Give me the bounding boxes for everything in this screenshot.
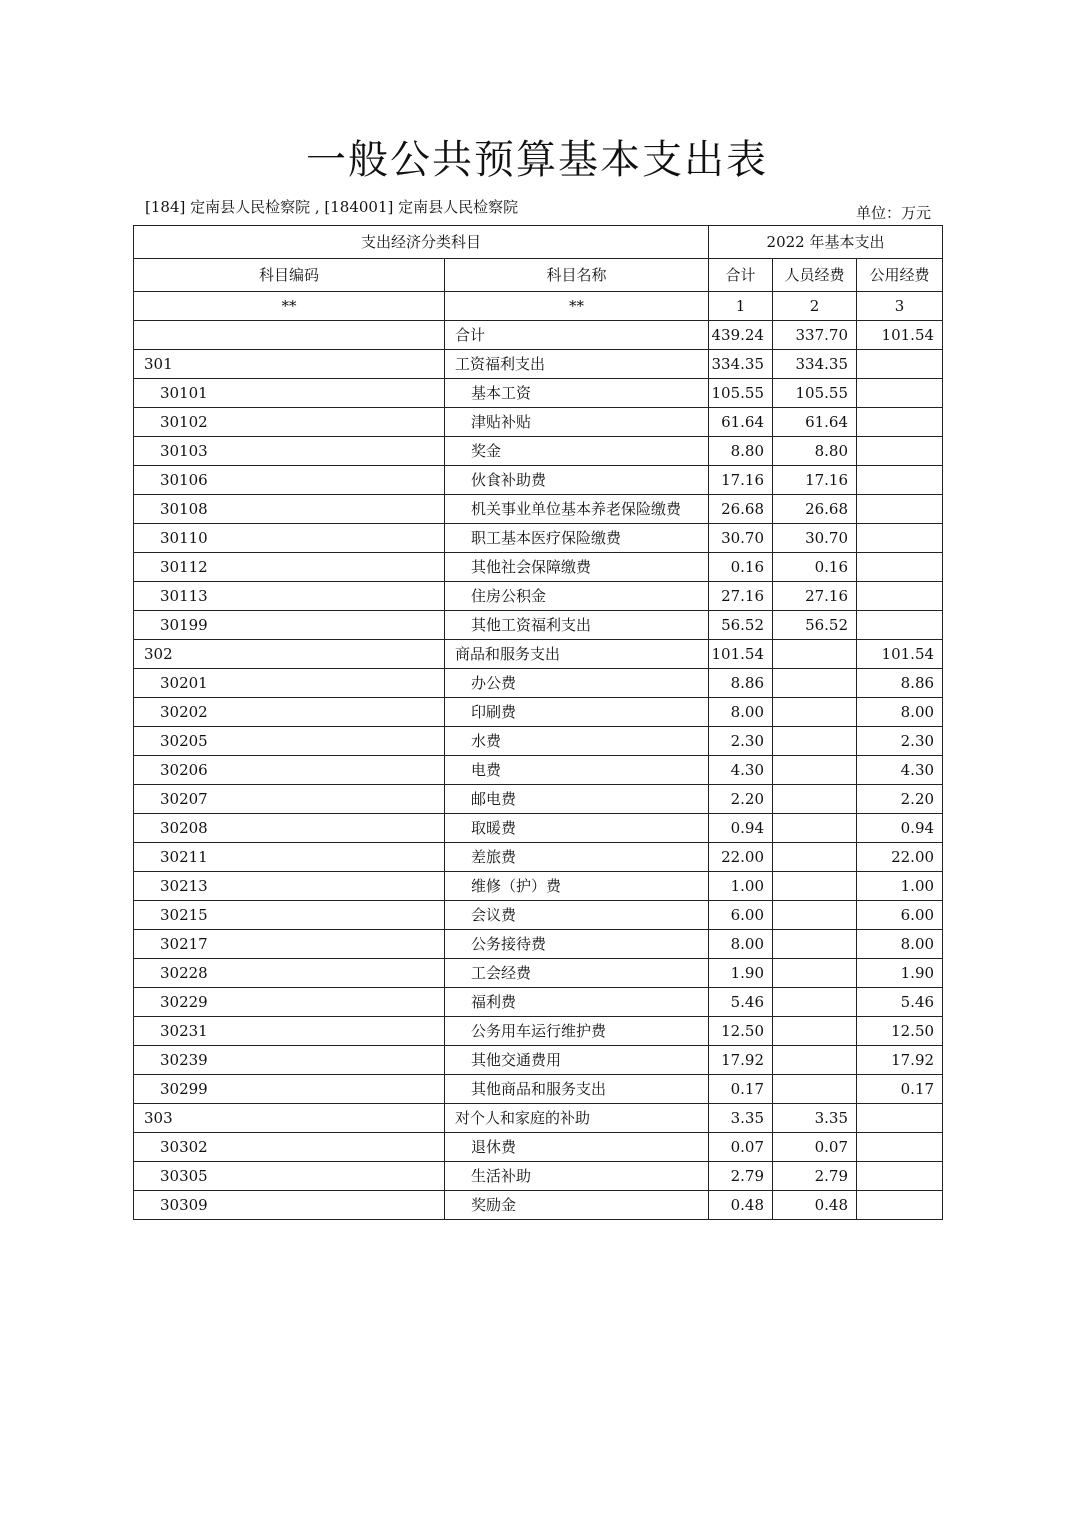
cell-public: 2.30: [857, 727, 943, 756]
cell-code: 30231: [134, 1017, 445, 1046]
cell-code: 30199: [134, 611, 445, 640]
unit-subtitle: [184] 定南县人民检察院 , [184001] 定南县人民检察院: [145, 198, 519, 216]
cell-code: 30207: [134, 785, 445, 814]
cell-public: 101.54: [857, 640, 943, 669]
cell-name: 工资福利支出: [445, 350, 709, 379]
cell-code: 30206: [134, 756, 445, 785]
cell-total: 12.50: [709, 1017, 773, 1046]
table-row: [134, 640, 943, 669]
cell-public: 0.17: [857, 1075, 943, 1104]
header-public: 公用经费: [857, 259, 943, 292]
cell-personnel: 337.70: [773, 321, 857, 350]
cell-public: [857, 524, 943, 553]
cell-name: 电费: [445, 756, 709, 785]
cell-code: 301: [134, 350, 445, 379]
cell-code: [134, 321, 445, 350]
table-row: [134, 959, 943, 988]
cell-public: 22.00: [857, 843, 943, 872]
cell-public: 6.00: [857, 901, 943, 930]
cell-name: 取暖费: [445, 814, 709, 843]
cell-code: 30101: [134, 379, 445, 408]
cell-public: [857, 379, 943, 408]
cell-total: 3.35: [709, 1104, 773, 1133]
cell-personnel: 27.16: [773, 582, 857, 611]
cell-personnel: [773, 988, 857, 1017]
table-row: [134, 988, 943, 1017]
header-name: 科目名称: [445, 259, 709, 292]
table-row: [134, 872, 943, 901]
cell-name: 其他社会保障缴费: [445, 553, 709, 582]
cell-code: 30302: [134, 1133, 445, 1162]
cell-total: 27.16: [709, 582, 773, 611]
header-code: 科目编码: [134, 259, 445, 292]
table-row: [134, 553, 943, 582]
table-row: [134, 669, 943, 698]
cell-personnel: [773, 727, 857, 756]
cell-name: 住房公积金: [445, 582, 709, 611]
cell-code: 303: [134, 1104, 445, 1133]
cell-code: 30228: [134, 959, 445, 988]
table-row: [134, 1191, 943, 1220]
cell-personnel: [773, 1075, 857, 1104]
cell-public: [857, 582, 943, 611]
table-row: [134, 379, 943, 408]
cell-personnel: [773, 959, 857, 988]
cell-total: 2.20: [709, 785, 773, 814]
table-row: [134, 814, 943, 843]
table-row: [134, 930, 943, 959]
cell-total: 0.48: [709, 1191, 773, 1220]
cell-name: 奖金: [445, 437, 709, 466]
cell-personnel: 30.70: [773, 524, 857, 553]
cell-personnel: [773, 872, 857, 901]
cell-code: 30309: [134, 1191, 445, 1220]
cell-total: 0.16: [709, 553, 773, 582]
cell-name: 差旅费: [445, 843, 709, 872]
table-row: [134, 350, 943, 379]
cell-code: 302: [134, 640, 445, 669]
cell-name: 机关事业单位基本养老保险缴费: [445, 495, 709, 524]
page-title: 一般公共预算基本支出表: [306, 137, 768, 183]
cell-total: 22.00: [709, 843, 773, 872]
cell-total: 101.54: [709, 640, 773, 669]
table-row: [134, 582, 943, 611]
cell-code: 30205: [134, 727, 445, 756]
cell-total: 4.30: [709, 756, 773, 785]
cell-code: 30239: [134, 1046, 445, 1075]
header-index-row: [134, 292, 943, 321]
cell-public: [857, 350, 943, 379]
cell-code: 30108: [134, 495, 445, 524]
cell-code: 30112: [134, 553, 445, 582]
cell-name: 邮电费: [445, 785, 709, 814]
cell-public: 17.92: [857, 1046, 943, 1075]
table-row: [134, 1075, 943, 1104]
cell-total: 1.90: [709, 959, 773, 988]
currency-unit: 单位：万元: [855, 204, 931, 222]
cell-public: 0.94: [857, 814, 943, 843]
table-row: [134, 1133, 943, 1162]
cell-total: 8.86: [709, 669, 773, 698]
cell-total: 26.68: [709, 495, 773, 524]
cell-total: 334.35: [709, 350, 773, 379]
cell-public: 4.30: [857, 756, 943, 785]
cell-personnel: 3.35: [773, 1104, 857, 1133]
table-row: [134, 495, 943, 524]
cell-name: 工会经费: [445, 959, 709, 988]
cell-public: 8.00: [857, 930, 943, 959]
cell-code: 30217: [134, 930, 445, 959]
cell-total: 5.46: [709, 988, 773, 1017]
cell-code: 30102: [134, 408, 445, 437]
table-row: [134, 1046, 943, 1075]
cell-name: 公务接待费: [445, 930, 709, 959]
index-code: **: [134, 292, 445, 321]
index-public: 3: [857, 292, 943, 321]
cell-name: 商品和服务支出: [445, 640, 709, 669]
cell-personnel: [773, 901, 857, 930]
table-row: [134, 611, 943, 640]
cell-total: 8.00: [709, 930, 773, 959]
cell-total: 17.16: [709, 466, 773, 495]
cell-name: 退休费: [445, 1133, 709, 1162]
cell-name: 公务用车运行维护费: [445, 1017, 709, 1046]
cell-name: 生活补助: [445, 1162, 709, 1191]
cell-public: [857, 466, 943, 495]
cell-total: 2.30: [709, 727, 773, 756]
cell-code: 30202: [134, 698, 445, 727]
cell-name: 伙食补助费: [445, 466, 709, 495]
header-group-row: [134, 226, 943, 259]
cell-personnel: [773, 698, 857, 727]
table-row: [134, 321, 943, 350]
table-row: [134, 843, 943, 872]
cell-public: [857, 495, 943, 524]
cell-name: 对个人和家庭的补助: [445, 1104, 709, 1133]
table-row: [134, 727, 943, 756]
budget-table: [133, 225, 943, 1220]
cell-personnel: 334.35: [773, 350, 857, 379]
cell-public: [857, 1133, 943, 1162]
cell-personnel: 8.80: [773, 437, 857, 466]
cell-name: 奖励金: [445, 1191, 709, 1220]
table-row: [134, 698, 943, 727]
cell-total: 8.80: [709, 437, 773, 466]
table-row: [134, 756, 943, 785]
cell-personnel: [773, 814, 857, 843]
header-columns-row: [134, 259, 943, 292]
cell-public: [857, 611, 943, 640]
cell-personnel: [773, 930, 857, 959]
cell-code: 30110: [134, 524, 445, 553]
cell-code: 30211: [134, 843, 445, 872]
cell-total: 1.00: [709, 872, 773, 901]
cell-personnel: 2.79: [773, 1162, 857, 1191]
cell-personnel: 105.55: [773, 379, 857, 408]
table-row: [134, 1104, 943, 1133]
cell-code: 30213: [134, 872, 445, 901]
cell-name: 维修（护）费: [445, 872, 709, 901]
cell-total: 2.79: [709, 1162, 773, 1191]
header-total: 合计: [709, 259, 773, 292]
cell-name: 办公费: [445, 669, 709, 698]
cell-total: 17.92: [709, 1046, 773, 1075]
cell-name: 基本工资: [445, 379, 709, 408]
cell-public: 2.20: [857, 785, 943, 814]
cell-total: 439.24: [709, 321, 773, 350]
cell-public: 5.46: [857, 988, 943, 1017]
cell-total: 56.52: [709, 611, 773, 640]
cell-personnel: [773, 756, 857, 785]
index-personnel: 2: [773, 292, 857, 321]
cell-public: 1.90: [857, 959, 943, 988]
cell-personnel: 56.52: [773, 611, 857, 640]
table-row: [134, 408, 943, 437]
table-row: [134, 785, 943, 814]
cell-total: 0.94: [709, 814, 773, 843]
cell-public: 1.00: [857, 872, 943, 901]
header-personnel: 人员经费: [773, 259, 857, 292]
cell-public: [857, 437, 943, 466]
cell-code: 30103: [134, 437, 445, 466]
cell-personnel: [773, 669, 857, 698]
cell-personnel: 17.16: [773, 466, 857, 495]
cell-public: [857, 1191, 943, 1220]
index-name: **: [445, 292, 709, 321]
cell-code: 30208: [134, 814, 445, 843]
cell-code: 30305: [134, 1162, 445, 1191]
cell-total: 6.00: [709, 901, 773, 930]
cell-personnel: 0.07: [773, 1133, 857, 1162]
table-row: [134, 1017, 943, 1046]
cell-name: 其他交通费用: [445, 1046, 709, 1075]
cell-personnel: 61.64: [773, 408, 857, 437]
cell-total: 0.07: [709, 1133, 773, 1162]
cell-personnel: [773, 785, 857, 814]
cell-name: 水费: [445, 727, 709, 756]
cell-name: 福利费: [445, 988, 709, 1017]
cell-public: [857, 1104, 943, 1133]
cell-total: 61.64: [709, 408, 773, 437]
table-row: [134, 901, 943, 930]
header-group-left: 支出经济分类科目: [134, 226, 709, 259]
cell-code: 30229: [134, 988, 445, 1017]
cell-name: 会议费: [445, 901, 709, 930]
index-total: 1: [709, 292, 773, 321]
cell-name: 合计: [445, 321, 709, 350]
cell-public: [857, 408, 943, 437]
table-row: [134, 466, 943, 495]
cell-public: 8.86: [857, 669, 943, 698]
cell-personnel: [773, 1017, 857, 1046]
table-row: [134, 524, 943, 553]
cell-personnel: 0.48: [773, 1191, 857, 1220]
cell-name: 津贴补贴: [445, 408, 709, 437]
cell-name: 其他商品和服务支出: [445, 1075, 709, 1104]
cell-code: 30106: [134, 466, 445, 495]
cell-public: [857, 553, 943, 582]
cell-name: 印刷费: [445, 698, 709, 727]
cell-public: [857, 1162, 943, 1191]
cell-code: 30215: [134, 901, 445, 930]
cell-code: 30201: [134, 669, 445, 698]
cell-personnel: [773, 640, 857, 669]
cell-personnel: [773, 843, 857, 872]
cell-name: 职工基本医疗保险缴费: [445, 524, 709, 553]
cell-total: 105.55: [709, 379, 773, 408]
cell-code: 30113: [134, 582, 445, 611]
cell-total: 0.17: [709, 1075, 773, 1104]
table-row: [134, 1162, 943, 1191]
cell-name: 其他工资福利支出: [445, 611, 709, 640]
header-group-right: 2022 年基本支出: [709, 226, 943, 259]
cell-code: 30299: [134, 1075, 445, 1104]
cell-total: 30.70: [709, 524, 773, 553]
cell-public: 12.50: [857, 1017, 943, 1046]
cell-public: 101.54: [857, 321, 943, 350]
table-row: [134, 437, 943, 466]
cell-personnel: 26.68: [773, 495, 857, 524]
cell-public: 8.00: [857, 698, 943, 727]
cell-total: 8.00: [709, 698, 773, 727]
cell-personnel: 0.16: [773, 553, 857, 582]
cell-personnel: [773, 1046, 857, 1075]
